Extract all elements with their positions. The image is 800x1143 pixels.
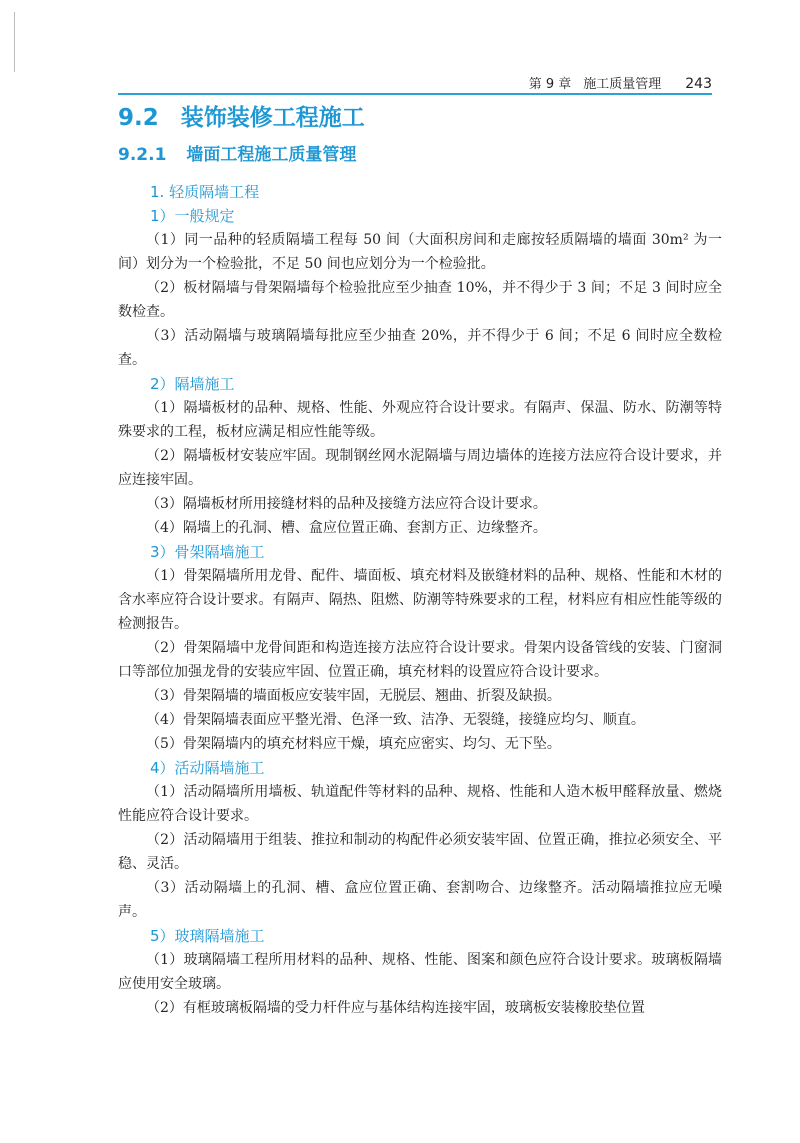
subsection-title: 墙面工程施工质量管理 bbox=[186, 145, 357, 165]
section-title: 装饰装修工程施工 bbox=[180, 105, 365, 131]
group-heading: 3）骨架隔墙施工 bbox=[150, 543, 265, 561]
paragraph: （1）同一品种的轻质隔墙工程每 50 间（大面积房间和走廊按轻质隔墙的墙面 30m² 为一间）划分为一个检验批，不足 50 间也应划分为一个检验批。 bbox=[118, 232, 722, 272]
paragraph: （3）骨架隔墙的墙面板应安装牢固，无脱层、翘曲、折裂及缺损。 bbox=[146, 688, 561, 704]
group-glass-partition bbox=[118, 924, 722, 1020]
paragraph: （2）有框玻璃板隔墙的受力杆件应与基体结构连接牢固，玻璃板安装橡胶垫位置 bbox=[146, 1000, 645, 1016]
paragraph: （2）活动隔墙用于组装、推拉和制动的构配件必须安装牢固、位置正确，推拉必须安全、平稳、灵活。 bbox=[118, 832, 722, 872]
page-body bbox=[118, 98, 722, 1020]
section-number: 9.2 bbox=[118, 105, 159, 131]
paragraph: （3）活动隔墙上的孔洞、槽、盒应位置正确、套割吻合、边缘整齐。活动隔墙推拉应无噪声。 bbox=[118, 880, 722, 920]
paragraph: （2）隔墙板材安装应牢固。现制钢丝网水泥隔墙与周边墙体的连接方法应符合设计要求，并应连接牢固。 bbox=[118, 448, 722, 488]
group-partition-construction bbox=[118, 372, 722, 540]
topic-heading: 1. 轻质隔墙工程 bbox=[150, 183, 260, 201]
paragraph: （1）骨架隔墙所用龙骨、配件、墙面板、填充材料及嵌缝材料的品种、规格、性能和木材的含水率应符合设计要求。有隔声、隔热、阻燃、防潮等特殊要求的工程，材料应有相应性能等级的检测报告。 bbox=[118, 568, 722, 632]
group-heading: 1）一般规定 bbox=[150, 207, 235, 225]
group-heading: 5）玻璃隔墙施工 bbox=[150, 927, 265, 945]
header-chapter-title: 施工质量管理 bbox=[583, 77, 662, 92]
binding-edge-line bbox=[14, 12, 15, 72]
page-number: 243 bbox=[685, 76, 712, 92]
running-header bbox=[118, 70, 712, 92]
paragraph: （2）骨架隔墙中龙骨间距和构造连接方法应符合设计要求。骨架内设备管线的安装、门窗洞口等部位加强龙骨的安装应牢固、位置正确，填充材料的设置应符合设计要求。 bbox=[118, 640, 722, 680]
paragraph: （4）骨架隔墙表面应平整光滑、色泽一致、洁净、无裂缝，接缝应均匀、顺直。 bbox=[146, 712, 645, 728]
paragraph: （4）隔墙上的孔洞、槽、盒应位置正确、套割方正、边缘整齐。 bbox=[146, 520, 547, 536]
paragraph: （5）骨架隔墙内的填充材料应干燥，填充应密实、均匀、无下坠。 bbox=[146, 736, 561, 752]
paragraph: （3）隔墙板材所用接缝材料的品种及接缝方法应符合设计要求。 bbox=[146, 496, 547, 512]
group-frame-partition bbox=[118, 540, 722, 756]
subsection-heading bbox=[118, 138, 722, 172]
paragraph: （2）板材隔墙与骨架隔墙每个检验批应至少抽查 10%，并不得少于 3 间；不足 3 间时应全数检查。 bbox=[118, 280, 722, 320]
group-heading: 2）隔墙施工 bbox=[150, 375, 235, 393]
group-heading: 4）活动隔墙施工 bbox=[150, 759, 265, 777]
header-rule bbox=[118, 93, 712, 95]
paragraph: （1）玻璃隔墙工程所用材料的品种、规格、性能、图案和颜色应符合设计要求。玻璃板隔墙应使用安全玻璃。 bbox=[118, 952, 722, 992]
header-chapter: 第 9 章 bbox=[528, 77, 572, 92]
paragraph: （1）活动隔墙所用墙板、轨道配件等材料的品种、规格、性能和人造木板甲醛释放量、燃烧性能应符合设计要求。 bbox=[118, 784, 722, 824]
section-heading bbox=[118, 98, 722, 138]
subsection-number: 9.2.1 bbox=[118, 145, 167, 165]
group-general-rules bbox=[118, 204, 722, 372]
group-movable-partition bbox=[118, 756, 722, 924]
paragraph: （3）活动隔墙与玻璃隔墙每批应至少抽查 20%，并不得少于 6 间；不足 6 间时应全数检查。 bbox=[118, 328, 722, 368]
paragraph: （1）隔墙板材的品种、规格、性能、外观应符合设计要求。有隔声、保温、防水、防潮等特殊要求的工程，板材应满足相应性能等级。 bbox=[118, 400, 722, 440]
